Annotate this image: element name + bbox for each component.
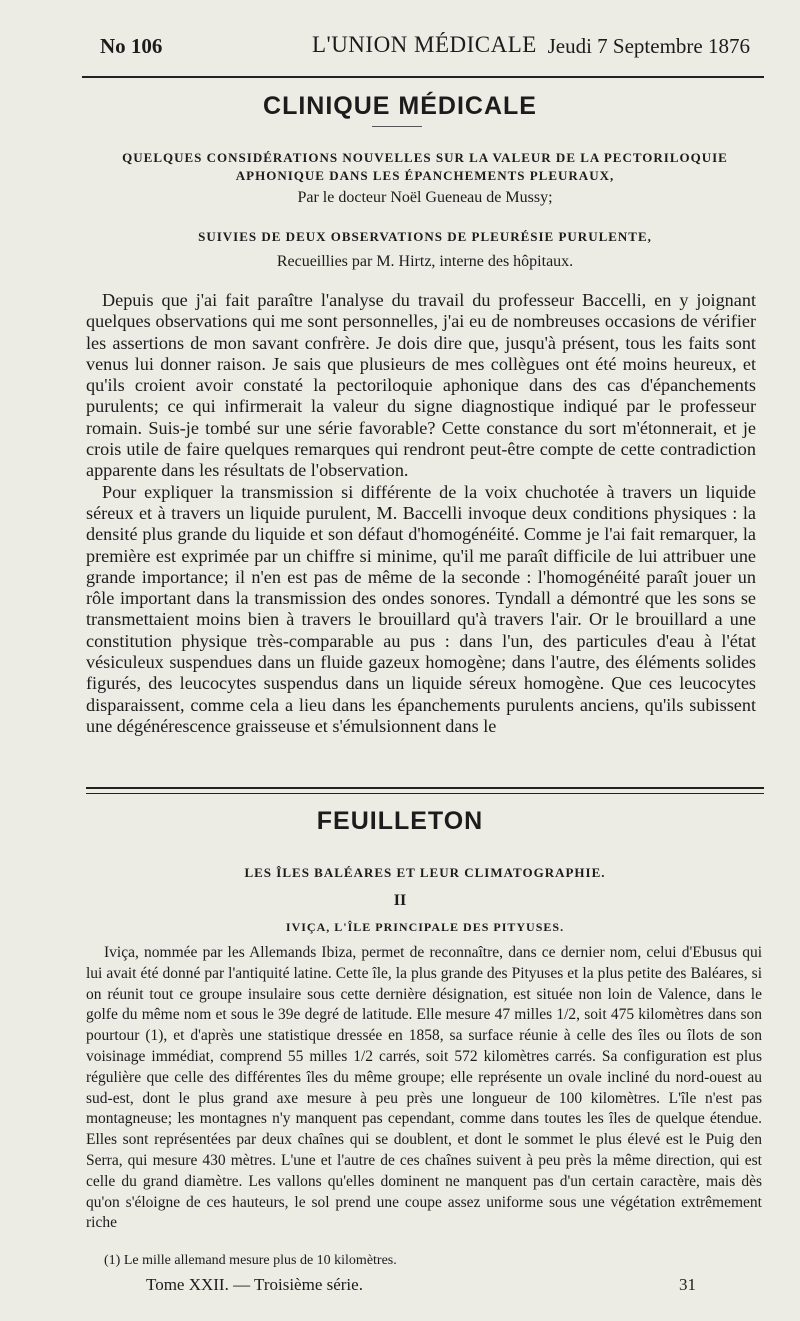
section-title-clinique: CLINIQUE MÉDICALE [263, 92, 537, 120]
header-rule [82, 76, 764, 78]
feuilleton-title: LES ÎLES BALÉARES ET LEUR CLIMATOGRAPHIE. [244, 865, 606, 880]
footnote: (1) Le mille allemand mesure plus de 10 kilomètres. [104, 1253, 397, 1268]
section-title-feuilleton: FEUILLETON [316, 807, 484, 835]
feuilleton-part-number: II [393, 892, 407, 909]
article-subtitle: SUIVIES DE DEUX OBSERVATIONS DE PLEURÉSIE PURULENTE, [198, 229, 652, 244]
clinique-body [86, 290, 756, 737]
feuilleton-body [86, 943, 762, 1234]
volume-label: Tome XXII. — Troisième série. [146, 1275, 363, 1294]
article-title-line-1: QUELQUES CONSIDÉRATIONS NOUVELLES SUR LA VALEUR DE LA PECTORILOQUIE [122, 150, 728, 165]
issue-date: Jeudi 7 Septembre 1876 [547, 34, 750, 58]
feuilleton-subtitle: IVIÇA, L'ÎLE PRINCIPALE DES PITYUSES. [285, 920, 565, 934]
collected-by: Recueillies par M. Hirtz, interne des hôpitaux. [276, 253, 574, 270]
page-number: 31 [679, 1275, 696, 1294]
article-title-line-2: APHONIQUE DANS LES ÉPANCHEMENTS PLEURAUX, [235, 168, 615, 183]
issue-number: No 106 [100, 34, 163, 58]
clinique-paragraph-2: Pour expliquer la transmission si différente de la voix chuchotée à travers un liquide séreux et à travers un liquide purulent, M. Baccelli invoque deux conditions physiques : la densité plus grande du liquide et son défaut d'homogénéité. Comme je l'ai fait remarquer, la première est exprimée par un chiffre si minime, qu'il me paraît difficile de lui attribuer une grande importance; il n'en est pas de même de la seconde : l'homogénéité paraît jouer un rôle important dans la transmission des ondes sonores. Tyndall a démontré que les sons se transmettaient moins bien à travers le brouillard qu'à travers l'air. Or le brouillard a une constitution physique très-comparable au pus : dans l'un, des particules d'eau à l'état vésiculeux suspendues dans un fluide gazeux homogène; dans l'autre, des éléments solides figurés, des leucocytes suspendus dans un liquide séreux homogène. Que ces leucocytes disparaissent, comme cela a lieu dans les épanchements purulents anciens, qu'ils subissent une dégénérescence graisseuse et s'émulsionnent dans le [86, 481, 756, 736]
journal-title: L'UNION MÉDICALE [312, 32, 537, 57]
running-header [100, 34, 750, 64]
section-divider [86, 787, 764, 794]
article-author: Par le docteur Noël Gueneau de Mussy; [297, 189, 553, 206]
clinique-paragraph-1: Depuis que j'ai fait paraître l'analyse du travail du professeur Baccelli, en y joignant quelques observations qui me sont personnelles, j'ai eu de nombreuses occasions de vérifier les assertions de mon savant confrère. Je dois dire que, jusqu'à présent, tous les faits sont venus lui donner raison. Je sais que plusieurs de mes collègues ont été moins heureux, et qu'ils croient avoir constaté la pectoriloquie aphonique dans des cas d'épanchements purulents; ce qui infirmerait la valeur du signe diagnostique indiqué par le professeur romain. Suis-je tombé sur une série favorable? Cette constance du sort m'étonnerait, et je crois utile de faire quelques remarques qui rendront peut-être compte de cette contradiction apparente dans les résultats de l'observation. [86, 290, 756, 481]
feuilleton-paragraph: Iviça, nommée par les Allemands Ibiza, permet de reconnaître, dans ce dernier nom, celui d'Ebusus qui lui avait été donné par l'antiquité latine. Cette île, la plus grande des Pityuses et la plus petite des Baléares, si on réunit tout ce groupe insulaire sous cette dernière désignation, est située non loin de Valence, dans le golfe du même nom et sous le 39e degré de latitude. Elle mesure 47 milles 1/2, soit 475 kilomètres dans son pourtour (1), et d'après une statistique dressée en 1858, sa surface réunie à celle des îles ou îlots de son voisinage immédiat, comprend 55 milles 1/2 carrés, soit 572 kilomètres carrés. Sa configuration est plus régulière que celle des différentes îles du même groupe; elle représente un ovale incliné du nord-ouest au sud-est, dont le plus grand axe mesure à peu près une longueur de 100 kilomètres. L'île n'est pas montagneuse; les montagnes n'y manquent pas cependant, comme dans toutes les îles de quelque étendue. Elles sont représentées par deux chaînes qui se doublent, et dont le sommet le plus élevé est le Puig den Serra, qui mesure 430 mètres. L'une et l'autre de ces chaînes suivent à peu près la même direction, qui est celle du grand diamètre. Les vallons qu'elles dominent ne manquent pas d'un certain caractère, mais dès qu'on s'éloigne de ces hauteurs, le sol prend une coupe assez uniforme sous une végétation extrêmement riche [86, 944, 762, 1232]
title-ornament-rule [372, 126, 422, 127]
